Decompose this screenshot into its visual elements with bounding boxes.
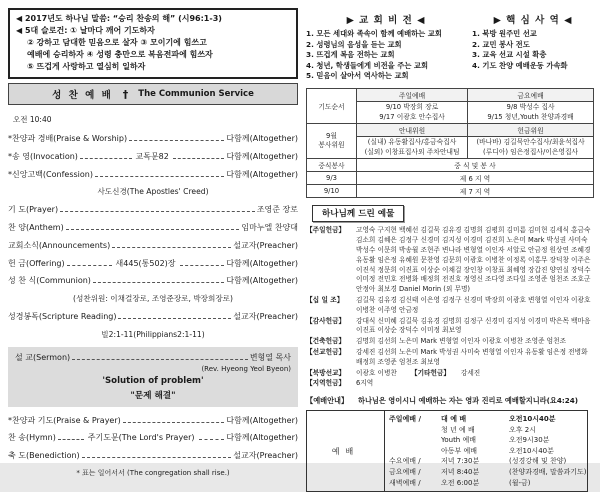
service-time: 오전 10:40 (13, 115, 52, 124)
dotted-leader (67, 260, 112, 266)
table-row (307, 88, 594, 101)
lunch-duty-label: 중식봉사 (307, 159, 357, 172)
offering-entry-building: 【건축헌금】 김명희 김선희 노은미 Mark 변형열 이인자 이광호 이병찬 조영준 엄천조 (306, 337, 567, 346)
worship-schedule-label: 예배 (307, 411, 385, 491)
lunch-date: 9/3 (307, 172, 357, 185)
yearly-message: ◀ 2017년도 하나님 말씀: “승리 찬송의 해” (시96:1-3) (16, 14, 222, 23)
ministry-item: 2. 교민 봉사 전도 (472, 39, 530, 49)
dotted-leader (58, 435, 84, 441)
table-row (307, 124, 594, 137)
left-column (8, 8, 298, 478)
sermon-box (8, 347, 298, 407)
vision-ministry-section (306, 8, 594, 82)
table-row (307, 172, 594, 185)
offerings-box-title: 하나님께 드린 예물 (312, 205, 404, 222)
table-row (307, 159, 594, 172)
worship-schedule-table (306, 410, 588, 492)
vision-item: 1. 모든 세대와 족속이 함께 예배하는 교회 (306, 29, 442, 38)
service-title-english: The Communion Service (138, 89, 254, 99)
order-row-offering: 헌 금(Offering) 새445(통502)장 다함께(Altogether) (8, 258, 298, 268)
dotted-leader (95, 171, 224, 177)
slogan-line: ⑤ 뜨겁게 사랑하고 열심히 일하자 (27, 62, 146, 71)
offering-entry-sunday: 【주일헌금】 고영숙 구지현 백혜선 김길묵 김유경 김명희 김평희 김미름 김미현 김세식 홍금숙 김소희 김혜은 김정구 신경미 김지성 이경미 김진희 노은미 Mark 박성권 사미숙 박성수 이문희 박송월 조현주 변나라 변형열 이인자 서알로 안금정 원상연 조혜경 유동활 임은정 유혜원 문찬영 김문희 이광호 이병찬 이정록 이홍무 장덕창 이주은 이진석 정문희 이진표 이상순 이채걸 장인창 이창표 최혜영 장갑진 양연실 장덕수 이미정 전민호 전병화 배정희 전진호 정영신 조다영 조다일 조영준 엄천조 조호군 안정아 최보경 Daniel Morin (외 무명) (306, 226, 591, 294)
schedule-row: 아동부 예배 오전10시40분 (441, 446, 554, 455)
dotted-leader (199, 435, 225, 441)
schedule-row: 주일예배 / 대 예 배 오전10시40분 (389, 415, 556, 424)
vision-item: 4. 청년, 학생들에게 비전을 주는 교회 (306, 60, 429, 70)
offering-entry-region: 【지역헌금】 6지역 (306, 379, 374, 388)
lunch-region: 제 7 지 역 (357, 185, 594, 198)
order-row-hymn: 찬 송(Hymn) 주기도문(The Lord's Prayer) 다함께(Altogether) (8, 433, 298, 443)
right-column (306, 8, 594, 492)
september-committee-label: 9월 봉사위원 (307, 124, 357, 159)
core-ministry-section (472, 8, 594, 82)
apostles-creed-note: 사도신경(The Apostles' Creed) (97, 187, 209, 197)
vision-item: 5. 믿음이 살아서 역사하는 교회 (306, 71, 409, 81)
slogan-line: ② 강하고 담대한 믿음으로 살자 ③ 모이기에 힘쓰고 (27, 38, 207, 47)
church-vision-section (306, 8, 466, 82)
friday-service-header: 금요예배 (468, 88, 594, 101)
church-vision-title: ▶ 교 회 비 전 ◀ (346, 15, 426, 26)
dotted-leader (129, 135, 224, 141)
sunday-prayer-cell: 9/10 박장희 장로 9/17 이광호 안수집사 (357, 101, 468, 123)
sermon-title-korean: "문제 해결" (130, 390, 176, 401)
lunch-duty-header: 중 식 및 봉 사 (357, 159, 594, 172)
worship-info-verse: 【예배안내】 하나님은 영이시니 예배하는 자는 영과 진리로 예배할지니라(요4:24) (306, 396, 578, 406)
dotted-leader (80, 153, 132, 159)
offering-entry-mission: 【선교헌금】 강세진 김선희 노은미 Mark 박성권 사미숙 변형열 이인자 유동활 임은정 전병화 배정희 조영준 엄천조 최보영 (306, 347, 588, 366)
congregation-rise-note: * 표는 일어서서 (The congregation shall rise.) (76, 468, 230, 477)
dotted-leader (118, 313, 231, 319)
sunday-service-header: 주일예배 (357, 88, 468, 101)
dotted-leader (82, 453, 232, 459)
offering-entry-tithe: 【십 일 조】 김길묵 김유경 김신태 이은영 김정구 신경미 박장희 이광호 변형열 이인자 이광호 이병찬 이주영 안금정 (306, 295, 591, 314)
order-row-confession: *신앙고백(Confession) 다함께(Altogether) (8, 169, 298, 179)
core-ministry-title: ▶ 핵 심 사 역 ◀ (493, 15, 573, 26)
ministry-item: 1. 북방 원주민 선교 (472, 29, 537, 38)
usher-header: 안내위원 (357, 124, 468, 137)
cross-icon: † (122, 87, 129, 101)
dotted-leader (112, 242, 231, 248)
sermon-title-english: 'Solution of problem' (102, 375, 204, 386)
order-row-benediction: 축 도(Benediction) 설교자(Preacher) (8, 451, 298, 461)
schedule-row: 새벽예배 / 오전 6:00분 (월-금) (389, 478, 531, 487)
order-row-praise-prayer: *찬양과 기도(Praise & Prayer) 다함께(Altogether) (8, 415, 298, 425)
order-row-invocation: *송 영(Invocation) 교독문82 다함께(Altogether) (8, 151, 299, 161)
preacher-english-name: (Rev. Hyeong Yeol Byeon) (201, 364, 291, 373)
worship-order (8, 133, 298, 478)
offerings-list (306, 226, 594, 389)
usher-cell: (실내) 유동활집사/홍금숙집사 (실외) 이창표집사외 주차안내팀 (357, 137, 468, 159)
schedule-row: 금요예배 / 저녁 8:40분 (찬양과경배, 말씀과기도) (389, 468, 587, 477)
schedule-row: Youth 예배 오전9시30분 (441, 436, 550, 445)
ministry-item: 4. 기도 찬양 예배운동 가속화 (472, 60, 568, 70)
offering-committee-cell: (바나바) 김길묵안수집사/최윤석집사 (루디아) 임은정집사/이은영집사 (468, 137, 594, 159)
service-title-bar (8, 83, 298, 105)
yearly-slogan-box (8, 8, 298, 79)
dotted-leader (123, 417, 225, 423)
schedule-row: 수요예배 / 저녁 7:30분 (성경강해 및 찬양) (389, 457, 567, 466)
schedule-row: 청 년 예 배 오후 2시 (441, 425, 536, 434)
dotted-leader (60, 207, 255, 213)
offering-entry-north-etc: 【북방선교】 이광호 이병찬 【기타헌금】 강세진 (306, 368, 481, 377)
order-row-prayer: 기 도(Prayer) 조영준 장로 (8, 205, 298, 215)
ministry-item: 3. 교육 선교 시설 확충 (472, 50, 547, 60)
friday-prayer-cell: 9/8 박성수 집사 9/15 청년,Youth 찬양과경배 (468, 101, 594, 123)
dotted-leader (173, 153, 225, 159)
dotted-leader (72, 354, 248, 360)
order-row-scripture-reading: 성경봉독(Scripture Reading) 설교자(Preacher) (8, 311, 298, 321)
order-row-praise-worship: *찬양과 경배(Praise & Worship) 다함께(Altogether) (8, 134, 298, 143)
spacer (397, 369, 411, 379)
vision-item: 2. 성령님의 음성을 듣는 교회 (306, 39, 402, 49)
lunch-date: 9/10 (307, 185, 357, 198)
order-row-announcements: 교회소식(Announcements) 설교자(Preacher) (8, 240, 298, 250)
offering-committee-header: 헌금위원 (468, 124, 594, 137)
dotted-leader (93, 278, 225, 284)
order-row-anthem: 찬 양(Anthem) 임마누엘 찬양대 (8, 222, 298, 232)
prayer-order-label: 기도순서 (307, 88, 357, 123)
communion-committee-note: (성찬위원: 이채걸장로, 조영준장로, 박장희장로) (73, 294, 233, 304)
table-row (307, 185, 594, 198)
offering-entry-thanksgiving: 【감사헌금】 강대식 신미혜 김길묵 김유경 김명희 김정구 신경미 김지성 이경미 박은목 백마음 이진표 이상순 장덕수 이미정 최보영 (306, 316, 591, 335)
service-title-korean: 성 찬 예 배 (52, 90, 113, 101)
worship-schedule-body (385, 411, 591, 491)
lunch-region: 제 6 지 역 (357, 172, 594, 185)
scripture-reference: 빌2:1-11(Philippians2:1-11) (101, 329, 205, 339)
order-row-communion: 성 찬 식(Communion) 다함께(Altogether) (8, 276, 298, 286)
dotted-leader (180, 260, 225, 266)
slogan-line: 예배에 승리하자 ④ 성령 충만으로 복음전파에 힘쓰자 (27, 50, 213, 59)
dotted-leader (66, 224, 240, 230)
slogan-line: ◀ 5대 슬로건: ① 날마다 깨어 기도하자 (16, 26, 155, 35)
vision-item: 3. 뜨겁게 복음 전하는 교회 (306, 50, 395, 60)
duty-roster-table (306, 88, 594, 198)
order-row-sermon: 설 교(Sermon) 변형열 목사 (15, 352, 291, 362)
